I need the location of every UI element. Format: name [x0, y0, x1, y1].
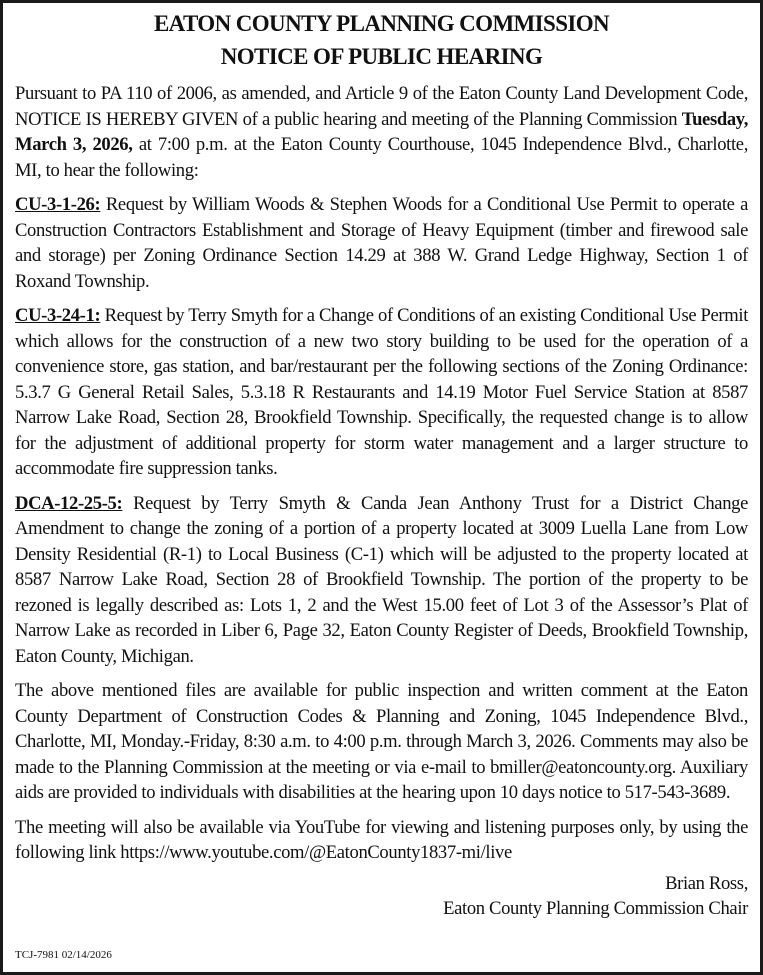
publication-code: TCJ-7981 02/14/2026 — [15, 949, 112, 961]
case-description: Request by Terry Smyth & Canda Jean Anthony Trust for a District Change Amendment to change the zoning of a portion of a property located at 3009 Luella Lane from Low Density Residential (R-1) to Local Business (C-1) which will be adjusted to the property located at 8587 Narrow Lake Road, Section 28 of Brookfield Township. The portion of the property to be rezoned is legally described as: Lots 1, 2 and the West 15.00 feet of Lot 3 of the Assessor’s Plat of Narrow Lake as recorded in Liber 6, Page 32, Eaton County Register of Deeds, Brookfield Township, Eaton County, Michigan. — [15, 492, 748, 667]
signature-title: Eaton County Planning Commission Chair — [443, 898, 748, 919]
case-description: Request by Terry Smyth for a Change of Conditions of an existing Conditional Use Permit which allows for the construction of a new two story building to be used for the operation of a convenience store, gas station, and bar/restaurant per the following sections of the Zoning Ordinance: 5.3.7 G General Retail Sales, 5.3.18 R Restaurants and 14.19 Motor Fuel Service Station at 8587 Narrow Lake Road, Section 28, Brookfield Township. Specifically, the requested change is to allow for the adjustment of additional property for storm water management and a larger structure to accommodate fire suppression tanks. — [15, 305, 749, 479]
case-description: Request by William Woods & Stephen Woods for a Conditional Use Permit to operate a Construction Contractors Establishment and Storage of Heavy Equipment (timber and firewood sale and storage) per Zoning Ordinance Section 14.29 at 388 W. Grand Ledge Highway, Section 1 of Roxand Township. — [15, 194, 748, 292]
case-id: CU-3-24-1: — [15, 305, 101, 326]
hearing-date: Tuesday, March 3, 2026, — [15, 108, 748, 155]
case-item — [15, 491, 748, 670]
intro-text-1: Pursuant to PA 110 of 2006, as amended, and Article 9 of the Eaton County Land Development Code, NOTICE IS HEREBY GIVEN of a public hearing and meeting of the Planning Commission — [15, 83, 748, 130]
intro-paragraph — [15, 81, 748, 183]
case-item — [15, 303, 748, 482]
case-id: CU-3-1-26: — [15, 194, 101, 215]
youtube-paragraph: The meeting will also be available via YouTube for viewing and listening purposes only, by using the following link https://www.youtube.com/@EatonCounty1837-mi/live — [15, 816, 748, 863]
intro-text-2: at 7:00 p.m. at the Eaton County Courthouse, 1045 Independence Blvd., Charlotte, MI, to hear the following: — [15, 134, 748, 181]
case-item — [15, 192, 748, 294]
case-id: DCA-12-25-5: — [15, 492, 123, 514]
notice-heading-commission: EATON COUNTY PLANNING COMMISSION — [153, 11, 610, 36]
signature-name: Brian Ross, — [665, 872, 748, 894]
comments-paragraph: The above mentioned files are available for public inspection and written comment at the Eaton County Department of Construction Codes & Planning and Zoning, 1045 Independence Blvd., Charlotte, MI, Monday.-Friday, 8:30 a.m. to 4:00 p.m. through March 3, 2026. Comments may also be made to the Planning Commission at the meeting or via e-mail to bmiller@eatoncounty.org. Auxiliary aids are provided to individuals with disabilities at the hearing upon 10 days notice to 517-543-3689. — [15, 680, 748, 803]
notice-heading-hearing: NOTICE OF PUBLIC HEARING — [220, 44, 543, 69]
